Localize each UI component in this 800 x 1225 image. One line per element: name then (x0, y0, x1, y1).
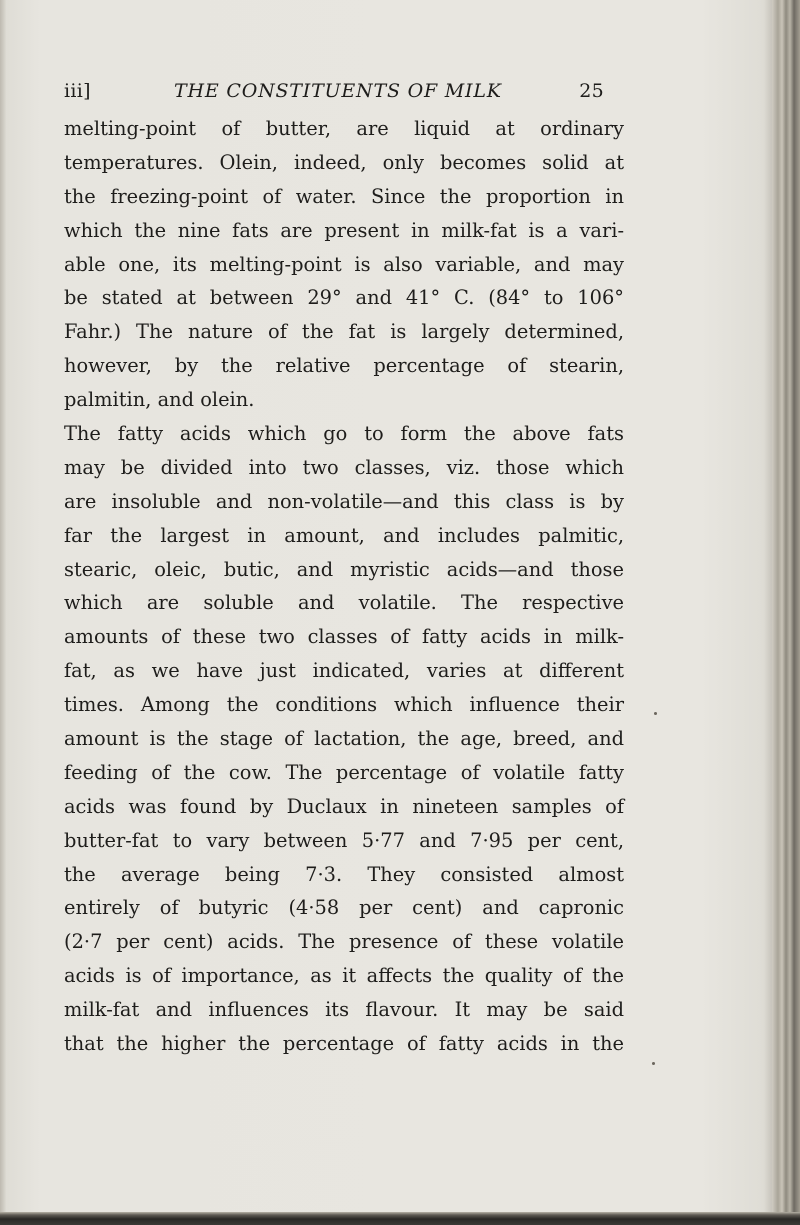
text-line: milk-fat and influences its flavour. It may be said (64, 998, 624, 1022)
text-line: far the largest in amount, and includes palmitic, (64, 523, 624, 547)
text-line: feeding of the cow. The percentage of volatile fatty (64, 760, 624, 784)
text-line: the average being 7·3. They consisted almost (64, 862, 624, 886)
text-line: times. Among the conditions which influence their (64, 693, 624, 717)
page-gutter-shadow (764, 0, 772, 1225)
text-line: the freezing-point of water. Since the proportion in (64, 184, 624, 208)
page-left-edge (0, 0, 6, 1225)
text-line: that the higher the percentage of fatty acids in the (64, 1032, 624, 1056)
text-line: Fahr.) The nature of the fat is largely determined, (64, 320, 624, 344)
text-line: melting-point of butter, are liquid at ordinary (64, 117, 624, 140)
body-text (64, 112, 624, 1061)
text-line: which the nine fats are present in milk-fat is a vari- (64, 218, 624, 242)
text-line: (2·7 per cent) acids. The presence of these volatile (64, 930, 624, 954)
text-line: may be divided into two classes, viz. those which (64, 455, 624, 479)
text-line: temperatures. Olein, indeed, only becomes solid at (64, 150, 624, 174)
text-line: entirely of butyric (4·58 per cent) and capronic (64, 896, 624, 920)
text-line: which are soluble and volatile. The respective (64, 591, 624, 615)
running-header (64, 80, 604, 110)
text-line: are insoluble and non-volatile—and this class is by (64, 489, 624, 513)
page-right-edge (772, 0, 800, 1225)
text-line: amounts of these two classes of fatty acids in milk- (64, 625, 624, 649)
text-line: however, by the relative percentage of stearin, (64, 354, 624, 378)
running-title: THE CONSTITUENTS OF MILK (174, 80, 502, 102)
chapter-number: iii] (64, 80, 91, 102)
text-line: acids is of importance, as it affects the quality of the (64, 964, 624, 988)
text-line: acids was found by Duclaux in nineteen samples of (64, 794, 624, 818)
text-line: amount is the stage of lactation, the age, breed, and (64, 727, 624, 751)
text-line: be stated at between 29° and 41° C. (84° to 106° (64, 286, 624, 310)
paper-speck (654, 712, 657, 715)
text-line: palmitin, and olein. (64, 388, 255, 412)
text-line: able one, its melting-point is also variable, and may (64, 252, 624, 276)
page-number: 25 (579, 80, 604, 102)
paper-speck (652, 1062, 655, 1065)
paragraph-start-line: The fatty acids which go to form the above fats (64, 422, 624, 446)
text-line: fat, as we have just indicated, varies at different (64, 659, 624, 683)
text-line: butter-fat to vary between 5·77 and 7·95 per cent, (64, 828, 624, 852)
text-line: stearic, oleic, butic, and myristic acids—and those (64, 557, 624, 581)
page-bottom-edge (0, 1212, 800, 1225)
